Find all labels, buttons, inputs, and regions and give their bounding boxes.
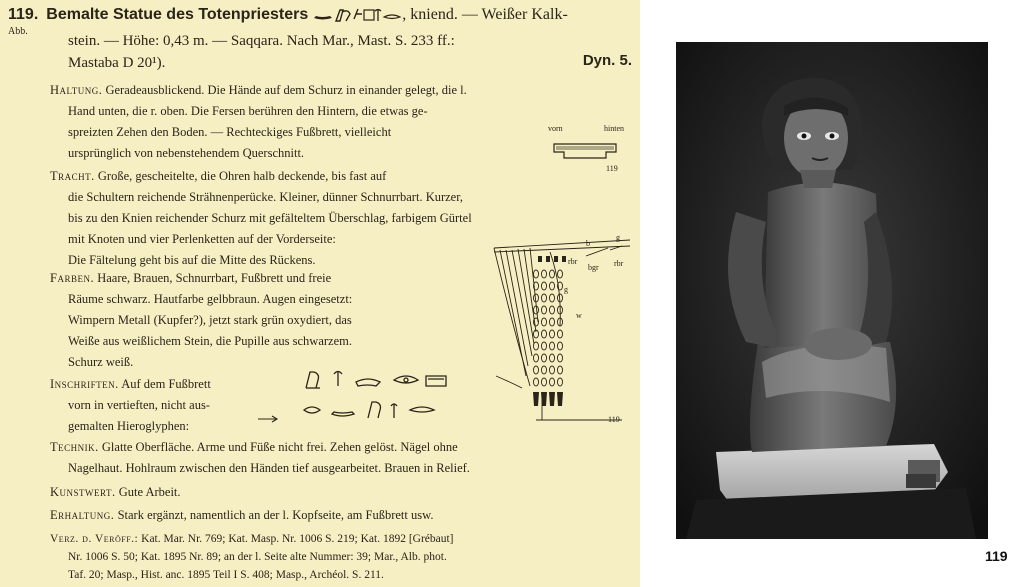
- kilt-pleat-diagram: [490, 226, 636, 426]
- figure-label: rbr: [614, 259, 624, 268]
- section-label: Kunstwert.: [50, 485, 116, 499]
- name-hieroglyphs-icon: [312, 7, 402, 23]
- text-line: Haare, Brauen, Schnurrbart, Fußbrett und freie: [97, 271, 332, 285]
- section-label: Verz. d. Veröff.:: [50, 533, 139, 545]
- text-line: Nagelhaut. Hohlraum zwischen den Händen tief ausgearbeitet. Brauen in Relief.: [68, 461, 470, 475]
- text-line: Wimpern Metall (Kupfer?), jetzt stark grün oxydiert, das: [68, 313, 352, 327]
- section-technik: [50, 437, 470, 479]
- section-label: Inschriften.: [50, 377, 119, 391]
- section-tracht: [50, 166, 472, 271]
- entry-number: 119.: [8, 6, 39, 23]
- photo-caption: 119: [985, 548, 1008, 564]
- entry-subtitle: , kniend. — Weißer Kalk-: [402, 6, 568, 23]
- section-haltung: [50, 80, 467, 164]
- figure-label: bgr: [588, 263, 599, 272]
- statue-photograph: [676, 42, 988, 539]
- section-verzeichnis: [50, 530, 454, 584]
- entry-title: Bemalte Statue des Totenpriesters: [46, 6, 309, 23]
- text-line: Stark ergänzt, namentlich an der l. Kopfseite, am Fußbrett usw.: [117, 508, 434, 522]
- text-line: Hand unten, die r. oben. Die Fersen berühren den Hintern, die etwas ge-: [68, 104, 428, 118]
- fig-number-small: 119: [606, 164, 618, 173]
- text-line: Schurz weiß.: [68, 355, 134, 369]
- text-line: die Schultern reichende Strähnenperücke. Kleiner, dünner Schnurrbart. Kurzer,: [68, 190, 464, 204]
- kneeling-statue-image: [676, 42, 988, 539]
- footboard-section-figure: [552, 140, 618, 162]
- header-line-3: Mastaba D 20¹).: [68, 55, 166, 71]
- figure-label: b: [586, 239, 590, 248]
- section-inschriften: [50, 374, 211, 437]
- text-line: Nr. 1006 S. 50; Kat. 1895 Nr. 89; an der l. Seite alte Nummer: 39; Mar., Alb. phot.: [68, 551, 447, 563]
- text-line: Glatte Oberfläche. Arme und Füße nicht frei. Zehen gelöst. Nägel ohne: [101, 440, 458, 454]
- text-line: Räume schwarz. Hautfarbe gelbbraun. Augen eingesetzt:: [68, 292, 353, 306]
- section-label: Erhaltung.: [50, 508, 115, 522]
- header-line-2: stein. — Höhe: 0,43 m. — Saqqara. Nach Mar., Mast. S. 233 ff.:: [68, 33, 455, 49]
- section-farben: [50, 268, 352, 373]
- section-erhaltung: [50, 505, 433, 526]
- figure-label: g: [564, 285, 568, 294]
- text-line: Weiße aus weißlichem Stein, die Pupille aus schwarzem.: [68, 334, 352, 348]
- text-line: Geradeausblickend. Die Hände auf dem Schurz in einander gelegt, die l.: [105, 83, 467, 97]
- dynasty-label: Dyn. 5.: [582, 52, 632, 69]
- text-line: bis zu den Knien reichender Schurz mit gefälteltem Überschlag, farbigem Gürtel: [68, 211, 472, 225]
- arrow-icon: [256, 414, 282, 424]
- text-line: Auf dem Fußbrett: [121, 377, 211, 391]
- text-line: mit Knoten und vier Perlenketten auf der Vorderseite:: [68, 232, 336, 246]
- text-line: spreizten Zehen den Boden. — Rechteckiges Fußbrett, vielleicht: [68, 125, 392, 139]
- text-line: Gute Arbeit.: [118, 485, 181, 499]
- fig-vorn-label: vorn: [548, 124, 563, 133]
- fig-hinten-label: hinten: [604, 124, 624, 133]
- section-label: Technik.: [50, 440, 99, 454]
- figure-label: g: [616, 233, 620, 242]
- section-label: Haltung.: [50, 83, 103, 97]
- section-label: Tracht.: [50, 169, 95, 183]
- text-line: Die Fältelung geht bis auf die Mitte des Rückens.: [68, 253, 316, 267]
- text-line: Taf. 20; Masp., Hist. anc. 1895 Teil I S. 408; Masp., Archéol. S. 211.: [68, 569, 384, 581]
- text-line: vorn in vertieften, nicht aus-: [68, 398, 210, 412]
- entry-header: [8, 4, 636, 26]
- section-label: Farben.: [50, 271, 95, 285]
- figure-label: rbr: [568, 257, 578, 266]
- text-line: gemalten Hieroglyphen:: [68, 419, 190, 433]
- inscription-hieroglyphs-icon: [298, 366, 458, 426]
- section-kunstwert: [50, 482, 181, 503]
- text-line: ursprünglich von nebenstehendem Querschnitt.: [68, 146, 305, 160]
- abb-label: Abb.: [8, 26, 28, 37]
- text-line: Große, gescheitelte, die Ohren halb deckende, bis fast auf: [97, 169, 387, 183]
- text-line: Kat. Mar. Nr. 769; Kat. Masp. Nr. 1006 S. 219; Kat. 1892 [Grébaut]: [141, 533, 454, 545]
- figure-label: w: [576, 311, 582, 320]
- figure-number: 119: [608, 415, 620, 424]
